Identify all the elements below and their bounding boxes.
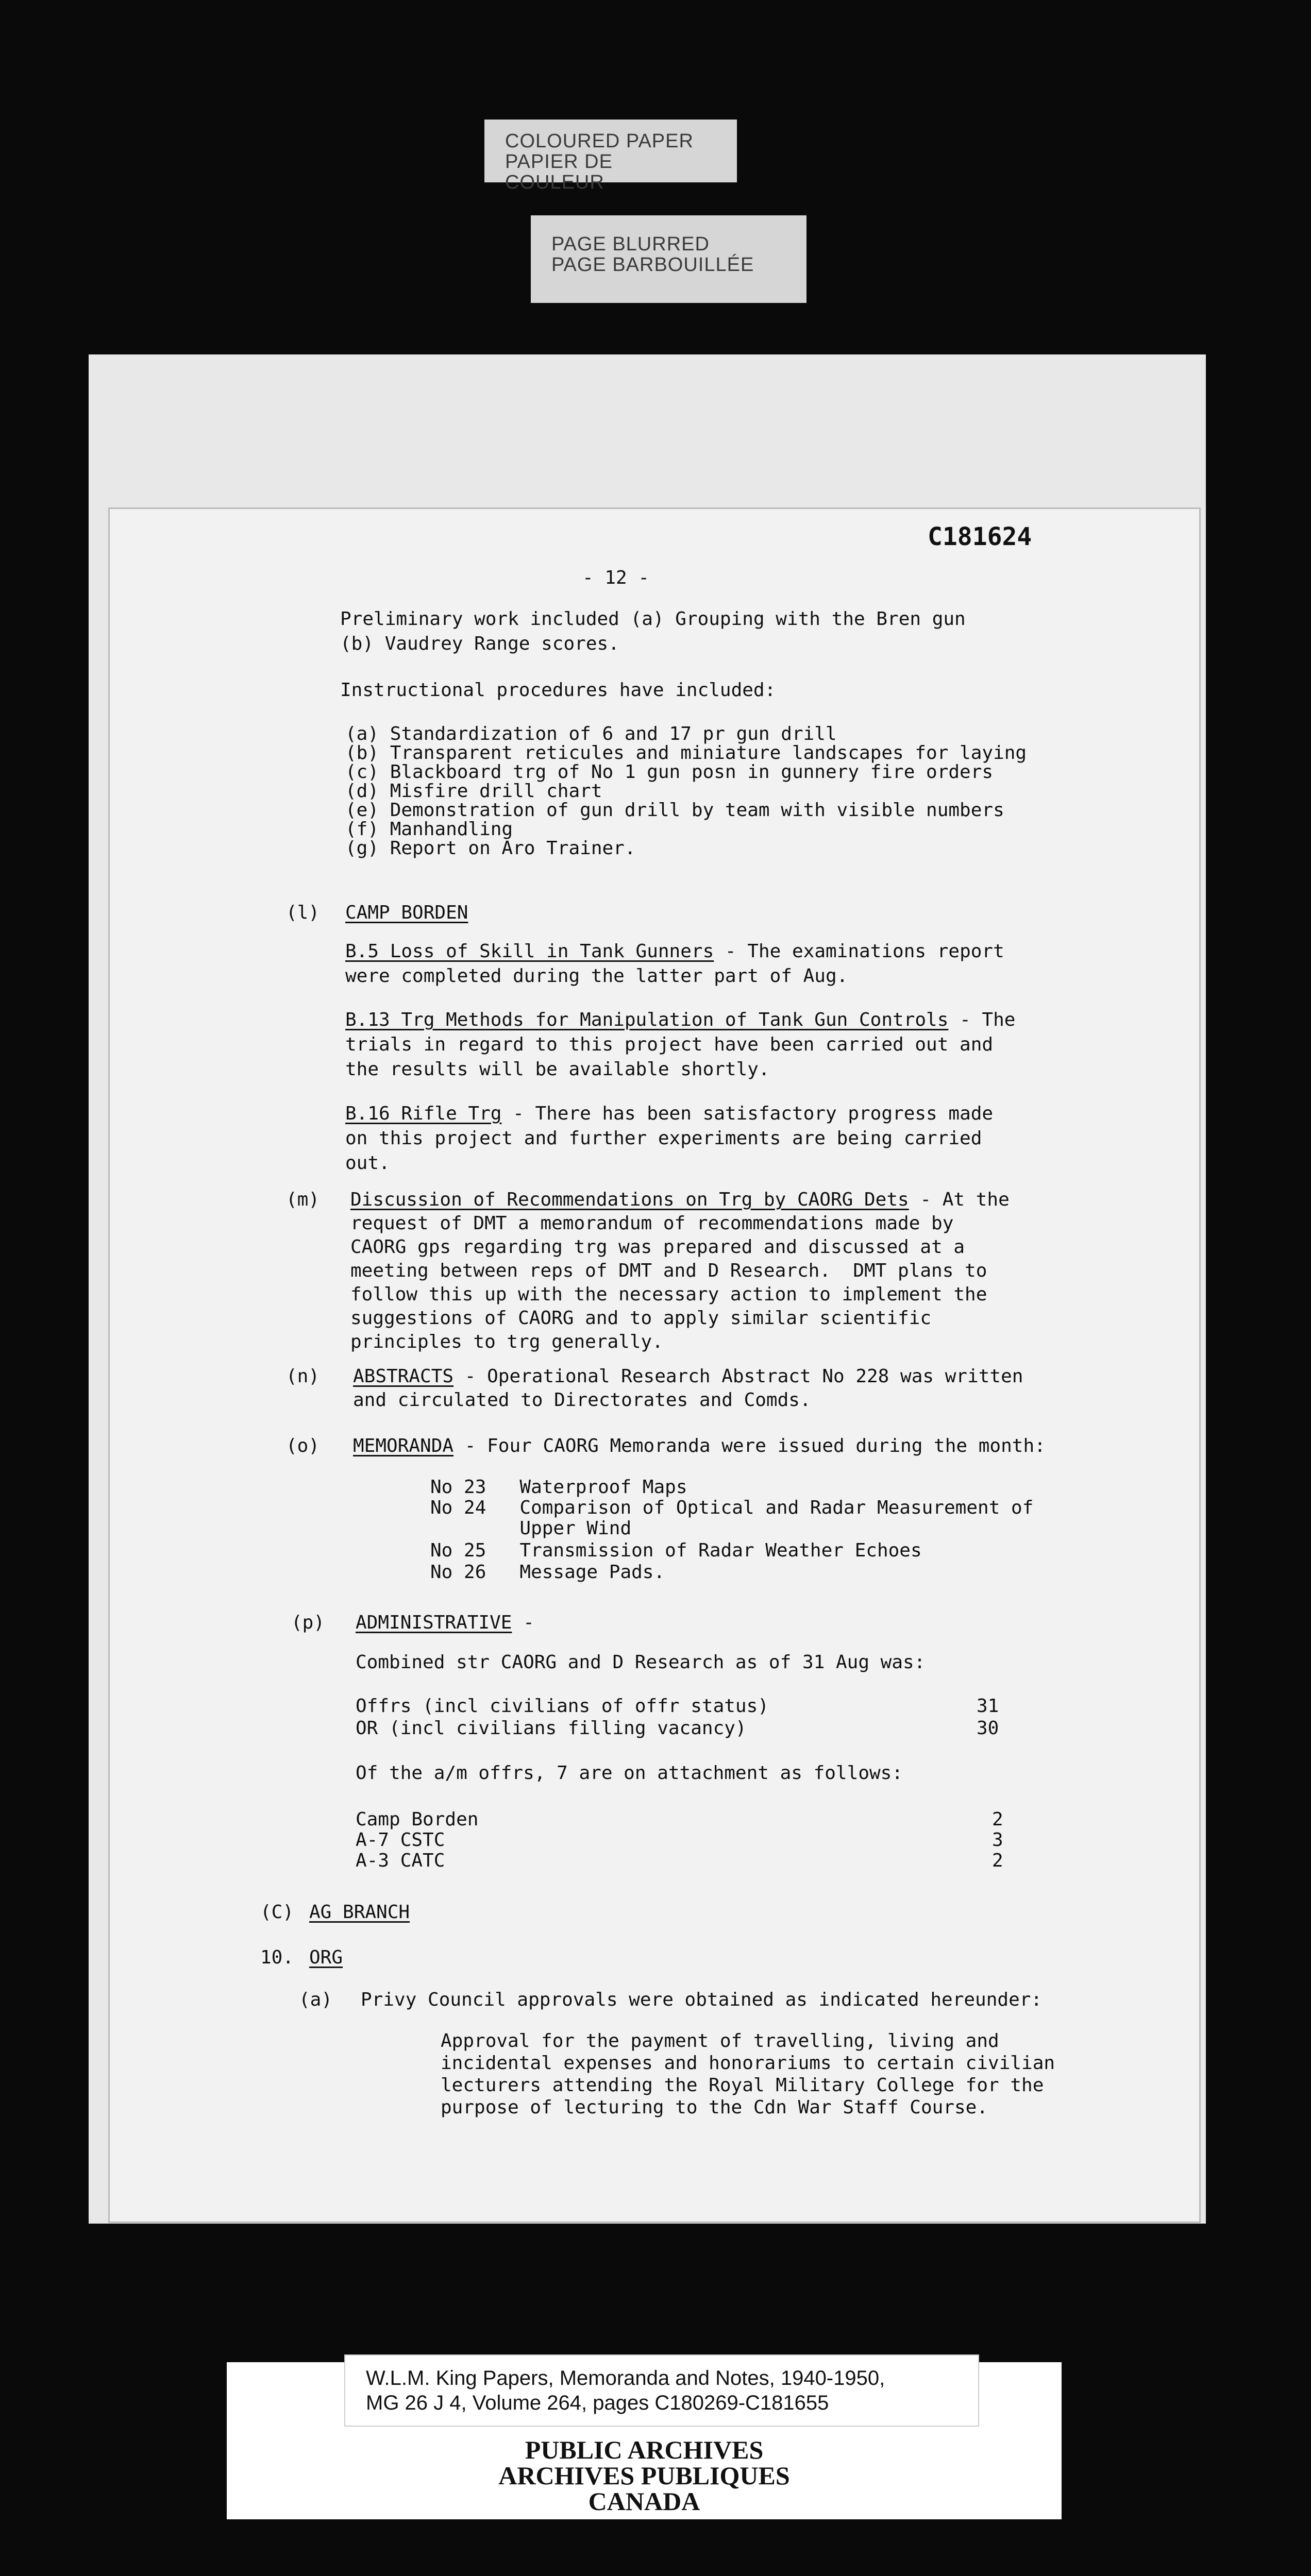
privy-council-line: Privy Council approvals were obtained as indicated hereunder: xyxy=(361,1989,1043,2010)
combined-strength: Combined str CAORG and D Research as of 31 Aug was: xyxy=(356,1652,926,1673)
document-stamp: C181624 xyxy=(928,522,1032,551)
coloured-paper-tag xyxy=(484,120,737,193)
offrs-label: Offrs (incl civilians of offr status) xyxy=(356,1696,769,1717)
section-10-marker: 10. xyxy=(260,1947,294,1968)
procedure-c: (c) Blackboard trg of No 1 gun posn in gunnery fire orders xyxy=(345,761,994,783)
m-line-5: follow this up with the necessary action to implement the xyxy=(350,1284,987,1305)
b5-title: B.5 Loss of Skill in Tank Gunners xyxy=(345,941,714,962)
section-p-marker: (p) xyxy=(291,1612,325,1633)
b13-title: B.13 Trg Methods for Manipulation of Tank Gun Controls xyxy=(345,1009,949,1030)
unit-a7-cstc-value: 3 xyxy=(992,1829,1003,1851)
coloured-paper-fr: PAPIER DE COULEUR xyxy=(505,151,613,193)
section-c-marker: (C) xyxy=(260,1902,294,1923)
m-line-1: Discussion of Recommendations on Trg by CAORG Dets - At the xyxy=(350,1189,1010,1210)
page-blurred-fr: PAGE BARBOUILLÉE xyxy=(551,254,754,276)
approval-line-4: purpose of lecturing to the Cdn War Staff Course. xyxy=(441,2097,988,2118)
procedure-d: (d) Misfire drill chart xyxy=(345,781,602,802)
section-l-marker: (l) xyxy=(286,902,320,923)
p-line-1: ADMINISTRATIVE - xyxy=(356,1612,534,1633)
m-title: Discussion of Recommendations on Trg by CAORG Dets xyxy=(350,1189,909,1210)
b5-line-2: were completed during the latter part of Aug. xyxy=(345,965,848,987)
page-number: - 12 - xyxy=(582,567,650,588)
b5-line-1: B.5 Loss of Skill in Tank Gunners - The examinations report xyxy=(345,941,1004,962)
section-a-marker: (a) xyxy=(299,1989,333,2010)
page-blurred-tag xyxy=(531,215,806,303)
org-heading: ORG xyxy=(309,1947,343,1968)
archives-en: PUBLIC ARCHIVES xyxy=(525,2435,764,2464)
administrative-title: ADMINISTRATIVE xyxy=(356,1612,512,1633)
or-label: OR (incl civilians filling vacancy) xyxy=(356,1718,747,1739)
approval-line-1: Approval for the payment of travelling, living and xyxy=(441,2030,999,2052)
b13-line-2: trials in regard to this project have been carried out and xyxy=(345,1034,994,1055)
procedures-heading: Instructional procedures have included: xyxy=(340,680,776,701)
camp-borden-heading: CAMP BORDEN xyxy=(345,902,468,923)
section-o-marker: (o) xyxy=(286,1435,320,1456)
memo-24-cont: Upper Wind xyxy=(430,1518,632,1539)
b13-line-1: B.13 Trg Methods for Manipulation of Tank Gun Controls - The xyxy=(345,1009,1016,1030)
citation-line-1: W.L.M. King Papers, Memoranda and Notes, 1940-1950, xyxy=(366,2367,885,2389)
b13-line-3: the results will be available shortly. xyxy=(345,1059,770,1080)
o-line-1: MEMORANDA - Four CAORG Memoranda were issued during the month: xyxy=(353,1435,1046,1456)
unit-a7-cstc: A-7 CSTC xyxy=(356,1829,445,1851)
unit-camp-borden: Camp Borden xyxy=(356,1809,479,1830)
unit-a3-catc-value: 2 xyxy=(992,1850,1003,1871)
archives-country: CANADA xyxy=(588,2487,700,2516)
intro-line-1: Preliminary work included (a) Grouping with the Bren gun xyxy=(340,608,966,630)
memo-25: No 25 Transmission of Radar Weather Echoes xyxy=(430,1540,922,1561)
page-blurred-en: PAGE BLURRED xyxy=(551,233,710,255)
approval-line-2: incidental expenses and honorariums to certain civilian xyxy=(441,2053,1055,2074)
procedure-e: (e) Demonstration of gun drill by team with visible numbers xyxy=(345,800,1004,821)
approval-line-3: lecturers attending the Royal Military College for the xyxy=(441,2075,1044,2096)
b16-line-3: out. xyxy=(345,1153,390,1174)
memo-24: No 24 Comparison of Optical and Radar Measurement of xyxy=(430,1497,1034,1518)
memoranda-title: MEMORANDA xyxy=(353,1435,454,1456)
procedure-f: (f) Manhandling xyxy=(345,819,513,840)
section-n-marker: (n) xyxy=(286,1366,320,1387)
procedure-g: (g) Report on Aro Trainer. xyxy=(345,838,636,859)
m-line-7: principles to trg generally. xyxy=(350,1331,663,1352)
memo-23: No 23 Waterproof Maps xyxy=(430,1477,687,1498)
citation-box xyxy=(344,2354,979,2427)
coloured-paper-en: COLOURED PAPER xyxy=(505,130,694,152)
m-line-2: request of DMT a memorandum of recommendations made by xyxy=(350,1213,954,1234)
procedure-a: (a) Standardization of 6 and 17 pr gun drill xyxy=(345,723,837,744)
attachment-line: Of the a/m offrs, 7 are on attachment as follows: xyxy=(356,1762,903,1784)
b16-line-1: B.16 Rifle Trg - There has been satisfactory progress made xyxy=(345,1103,994,1124)
n-line-2: and circulated to Directorates and Comds. xyxy=(353,1389,811,1411)
citation-line-2: MG 26 J 4, Volume 264, pages C180269-C181655 xyxy=(366,2392,829,2414)
intro-line-2: (b) Vaudrey Range scores. xyxy=(340,633,619,654)
unit-camp-borden-value: 2 xyxy=(992,1809,1003,1830)
procedure-b: (b) Transparent reticules and miniature landscapes for laying xyxy=(345,742,1027,764)
archives-fr: ARCHIVES PUBLIQUES xyxy=(498,2461,790,2490)
m-line-6: suggestions of CAORG and to apply similar scientific xyxy=(350,1308,932,1329)
archives-label xyxy=(227,2437,1062,2514)
b16-title: B.16 Rifle Trg xyxy=(345,1103,502,1124)
memo-26: No 26 Message Pads. xyxy=(430,1562,665,1583)
m-line-4: meeting between reps of DMT and D Research. DMT plans to xyxy=(350,1260,987,1281)
section-m-marker: (m) xyxy=(286,1189,320,1210)
unit-a3-catc: A-3 CATC xyxy=(356,1850,445,1871)
abstracts-title: ABSTRACTS xyxy=(353,1366,454,1387)
or-value: 30 xyxy=(977,1718,999,1739)
offrs-value: 31 xyxy=(977,1696,999,1717)
n-line-1: ABSTRACTS - Operational Research Abstract No 228 was written xyxy=(353,1366,1023,1387)
b16-line-2: on this project and further experiments are being carried xyxy=(345,1128,982,1149)
m-line-3: CAORG gps regarding trg was prepared and discussed at a xyxy=(350,1236,965,1258)
ag-branch-heading: AG BRANCH xyxy=(309,1902,410,1923)
